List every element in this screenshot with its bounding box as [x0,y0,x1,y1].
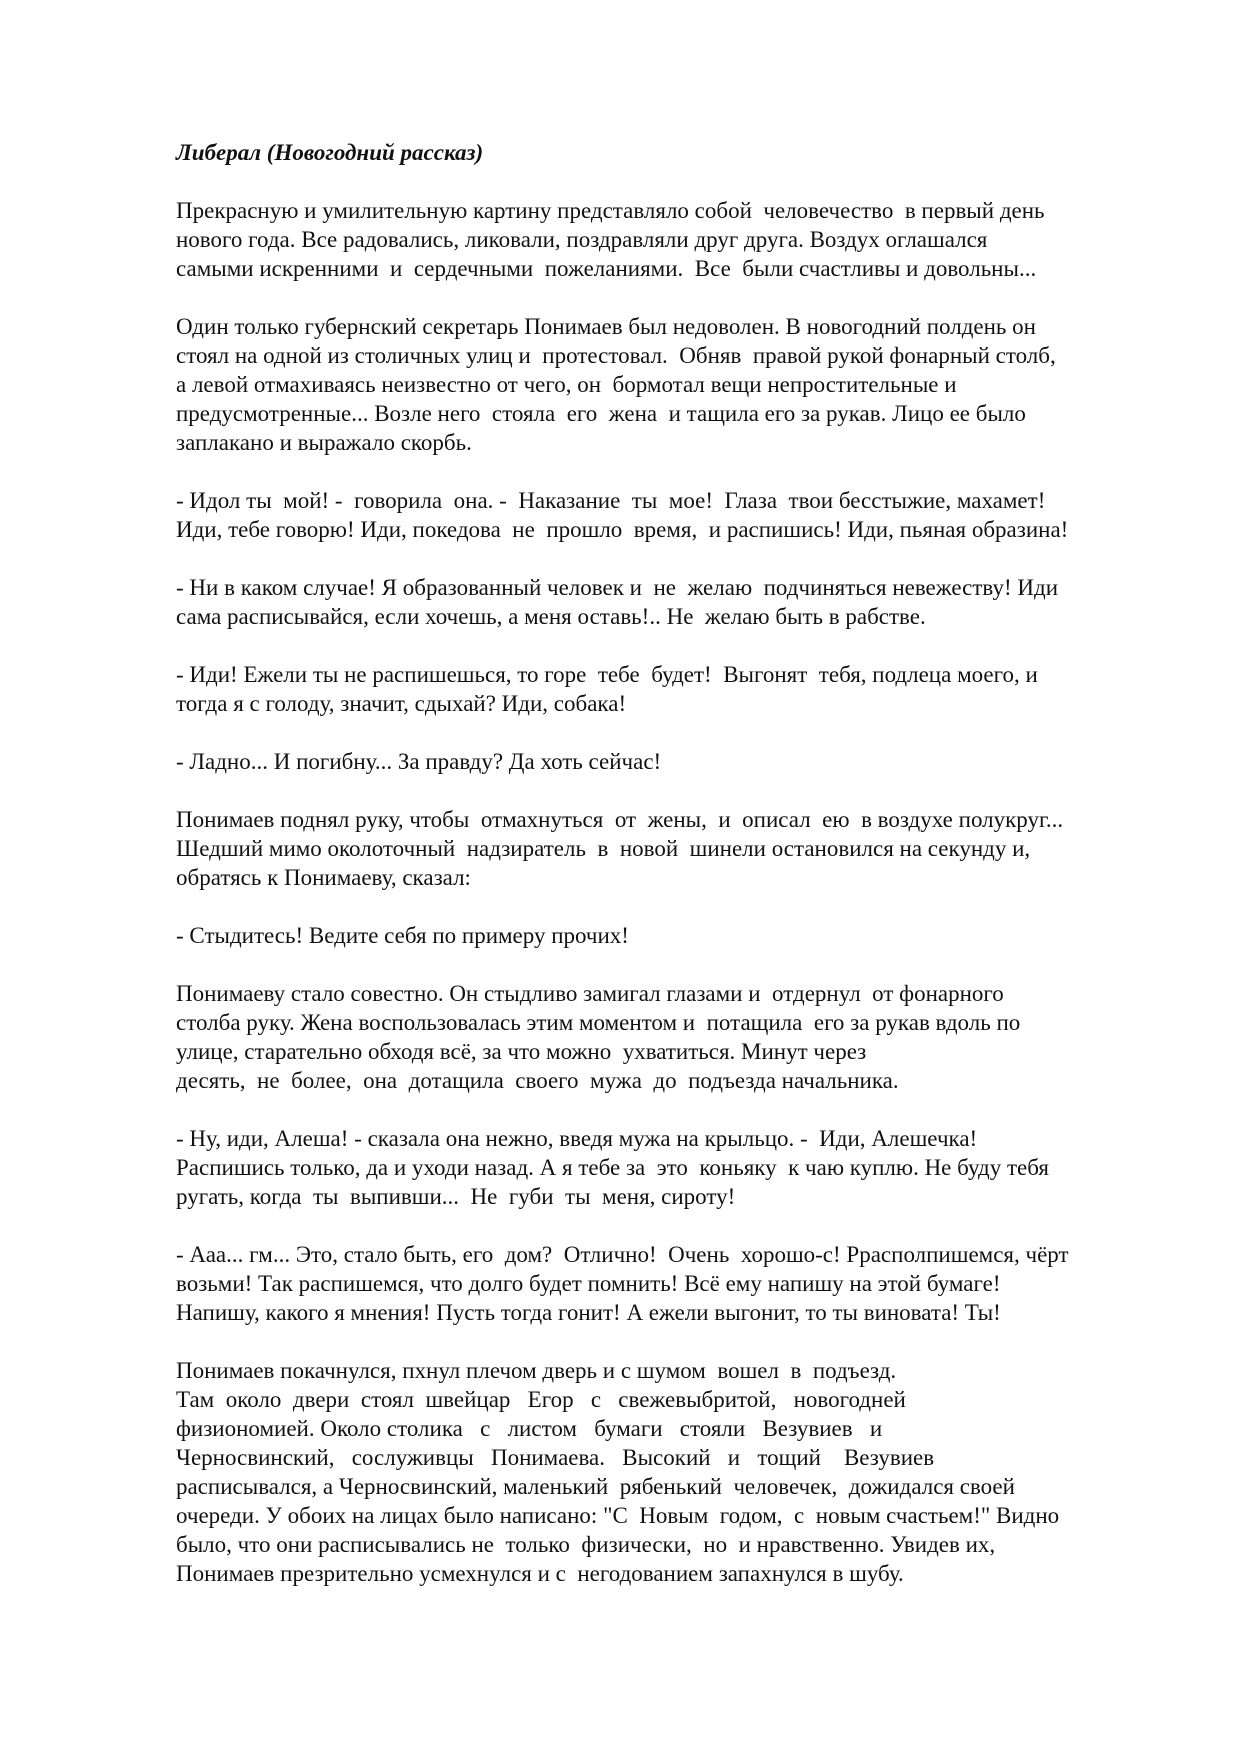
paragraph [176,660,1176,718]
text-line: нового года. Все радовались, ликовали, поздравляли друг друга. Воздух оглашался [176,227,988,252]
text-line: самыми искренними и сердечными пожеланиями. Все были счастливы и довольны... [176,256,1037,281]
text-line: физиономией. Около столика с листом бумаги стояли Везувиев и [176,1416,883,1441]
text-line: очереди. У обоих на лицах было написано: "С Новым годом, с новым счастьем!" Видно [176,1503,1060,1528]
text-line: Иди, тебе говорю! Иди, покедова не прошло время, и распишись! Иди, пьяная образина! [176,517,1069,542]
text-line: Распишись только, да и уходи назад. А я тебе за это коньяку к чаю куплю. Не буду тебя [176,1155,1049,1180]
text-line: - Стыдитесь! Ведите себя по примеру прочих! [176,923,629,948]
paragraph [176,805,1176,892]
text-line: возьми! Так распишемся, что долго будет помнить! Всё ему напишу на этой бумаге! [176,1271,1001,1296]
text-line: сама расписывайся, если хочешь, а меня оставь!.. Не желаю быть в рабстве. [176,604,926,629]
text-line: Понимаев покачнулся, пхнул плечом дверь и с шумом вошел в подъезд. [176,1358,897,1383]
text-line: - Ну, иди, Алеша! - сказала она нежно, введя мужа на крыльцо. - Иди, Алешечка! [176,1126,978,1151]
text-line: предусмотренные... Возле него стояла его жена и тащила его за рукав. Лицо ее было [176,401,1026,426]
text-line: обратясь к Понимаеву, сказал: [176,865,471,890]
text-line: Напишу, какого я мнения! Пусть тогда гонит! А ежели выгонит, то ты виновата! Ты! [176,1300,1001,1325]
paragraph [176,979,1176,1095]
paragraph [176,573,1176,631]
paragraph [176,196,1176,283]
paragraph [176,1240,1176,1327]
text-line: Шедший мимо околоточный надзиратель в новой шинели остановился на секунду и, [176,836,1031,861]
text-line: заплакано и выражало скорбь. [176,430,472,455]
text-line: а левой отмахиваясь неизвестно от чего, он бормотал вещи непростительные и [176,372,957,397]
document-title: Либерал (Новогодний рассказ) [176,140,484,165]
paragraph [176,486,1176,544]
text-line: тогда я с голоду, значит, сдыхай? Иди, собака! [176,691,627,716]
paragraph [176,747,1176,776]
text-line: улице, старательно обходя всё, за что можно ухватиться. Минут через [176,1039,867,1064]
text-line: Там около двери стоял швейцар Егор с свежевыбритой, новогодней [176,1387,906,1412]
text-line: Один только губернский секретарь Понимаев был недоволен. В новогодний полдень он [176,314,1036,339]
paragraphs-container [176,196,1176,1588]
text-line: Черносвинский, сослуживцы Понимаева. Высокий и тощий Везувиев [176,1445,935,1470]
paragraph [176,1356,1176,1588]
text-line: десять, не более, она дотащила своего мужа до подъезда начальника. [176,1068,899,1093]
text-line: стоял на одной из столичных улиц и протестовал. Обняв правой рукой фонарный столб, [176,343,1056,368]
text-line: Понимаеву стало совестно. Он стыдливо замигал глазами и отдернул от фонарного [176,981,1004,1006]
document-body [176,138,1176,1617]
text-line: столба руку. Жена воспользовалась этим моментом и потащила его за рукав вдоль по [176,1010,1021,1035]
text-line: - Ладно... И погибну... За правду? Да хоть сейчас! [176,749,662,774]
paragraph [176,312,1176,457]
text-line: - Ни в каком случае! Я образованный человек и не желаю подчиняться невежеству! Иди [176,575,1058,600]
text-line: - Ааа... гм... Это, стало быть, его дом? Отлично! Очень хорошо-с! Ррасполпишемся, чёрт [176,1242,1069,1267]
text-line: ругать, когда ты выпивши... Не губи ты меня, сироту! [176,1184,736,1209]
text-line: - Идол ты мой! - говорила она. - Наказание ты мое! Глаза твои бесстыжие, махамет! [176,488,1046,513]
text-line: расписывался, а Черносвинский, маленький рябенький человечек, дожидался своей [176,1474,1015,1499]
text-line: Понимаев презрительно усмехнулся и с негодованием запахнулся в шубу. [176,1561,904,1586]
text-line: - Иди! Ежели ты не распишешься, то горе тебе будет! Выгонят тебя, подлеца моего, и [176,662,1038,687]
paragraph [176,921,1176,950]
paragraph [176,1124,1176,1211]
text-line: было, что они расписывались не только физически, но и нравственно. Увидев их, [176,1532,996,1557]
text-line: Понимаев поднял руку, чтобы отмахнуться от жены, и описал ею в воздухе полукруг... [176,807,1064,832]
text-line: Прекрасную и умилительную картину представляло собой человечество в первый день [176,198,1045,223]
